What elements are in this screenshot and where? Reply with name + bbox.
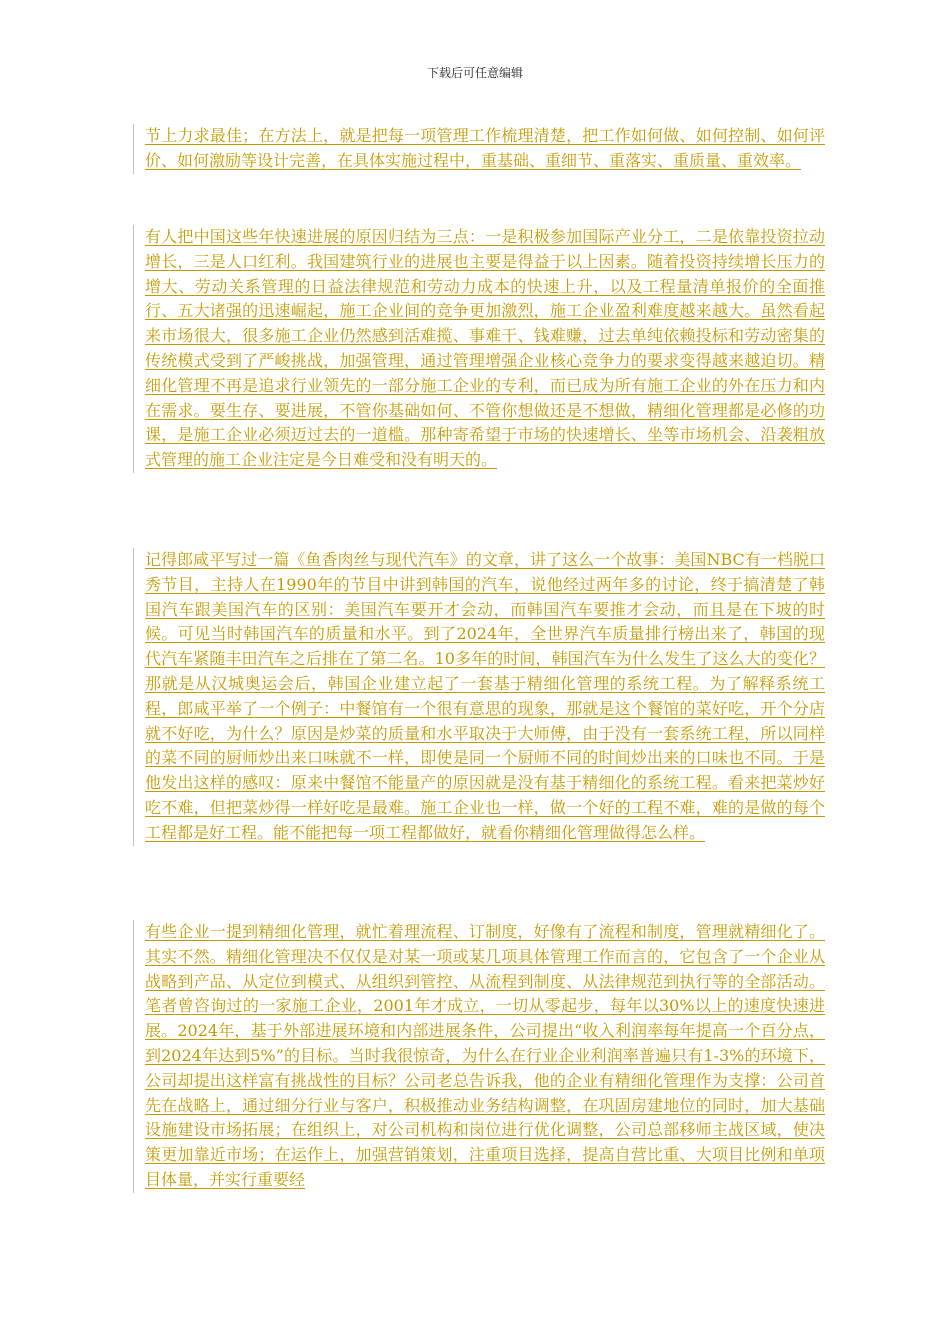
paragraph-2[interactable]: 有人把中国这些年快速进展的原因归结为三点：一是积极参加国际产业分工，二是依靠投资拉动增长，三是人口红利。我国建筑行业的进展也主要是得益于以上因素。随着投资持续增长压力的增大、劳动关系管理的日益法律规范和劳动力成本的快速上升，以及工程量清单报价的全面推行、五大诸强的迅速崛起，施工企业间的竞争更加激烈，施工企业盈利难度越来越大。虽然看起来市场很大，很多施工企业仍然感到活难揽、事难干、钱难赚，过去单纯依赖投标和劳动密集的传统模式受到了严峻挑战，加强管理，通过管理增强企业核心竞争力的要求变得越来越迫切。精细化管理不再是追求行业领先的一部分施工企业的专利，而已成为所有施工企业的外在压力和内在需求。要生存、要进展，不管你基础如何、不管你想做还是不想做，精细化管理都是必修的功课，是施工企业必须迈过去的一道槛。那种寄希望于市场的快速增长、坐等市场机会、沿袭粗放式管理的施工企业注定是今日难受和没有明天的。: [133, 225, 825, 473]
page-header: 下载后可任意编辑: [426, 66, 523, 80]
paragraph-4[interactable]: 有些企业一提到精细化管理，就忙着理流程、订制度，好像有了流程和制度，管理就精细化了。其实不然。精细化管理决不仅仅是对某一项或某几项具体管理工作而言的，它包含了一个企业从战略到产品、从定位到模式、从组织到管控、从流程到制度、从法律规范到执行等的全部活动。笔者曾咨询过的一家施工企业，2001年才成立，一切从零起步，每年以30%以上的速度快速进展。2024年，基于外部进展环境和内部进展条件，公司提出“收入利润率每年提高一个百分点，到2024年达到5%”的目标。当时我很惊奇，为什么在行业企业利润率普遍只有1-3%的环境下，公司却提出这样富有挑战性的目标？公司老总告诉我，他的企业有精细化管理作为支撑：公司首先在战略上，通过细分行业与客户，积极推动业务结构调整，在巩固房建地位的同时，加大基础设施建设市场拓展；在组织上，对公司机构和岗位进行优化调整，公司总部移师主战区域，使决策更加靠近市场；在运作上，加强营销策划，注重项目选择，提高自营比重、大项目比例和单项目体量，并实行重要经: [133, 920, 825, 1193]
paragraph-1[interactable]: 节上力求最佳；在方法上，就是把每一项管理工作梳理清楚，把工作如何做、如何控制、如何评价、如何激励等设计完善，在具体实施过程中，重基础、重细节、重落实、重质量、重效率。: [133, 124, 825, 174]
paragraph-3[interactable]: 记得郎咸平写过一篇《鱼香肉丝与现代汽车》的文章，讲了这么一个故事：美国NBC有一档脱口秀节目，主持人在1990年的节目中讲到韩国的汽车，说他经过两年多的讨论，终于搞清楚了韩国汽车跟美国汽车的区别：美国汽车要开才会动，而韩国汽车要推才会动，而且是在下坡的时候。可见当时韩国汽车的质量和水平。到了2024年，全世界汽车质量排行榜出来了，韩国的现代汽车紧随丰田汽车之后排在了第二名。10多年的时间，韩国汽车为什么发生了这么大的变化？那就是从汉城奥运会后，韩国企业建立起了一套基于精细化管理的系统工程。为了解释系统工程，郎咸平举了一个例子：中餐馆有一个很有意思的现象，那就是这个餐馆的菜好吃，开个分店就不好吃，为什么？原因是炒菜的质量和水平取决于大师傅，由于没有一套系统工程，所以同样的菜不同的厨师炒出来口味就不一样，即使是同一个厨师不同的时间炒出来的口味也不同。于是他发出这样的感叹：原来中餐馆不能量产的原因就是没有基于精细化的系统工程。看来把菜炒好吃不难，但把菜炒得一样好吃是最难。施工企业也一样，做一个好的工程不难，难的是做的每个工程都是好工程。能不能把每一项工程都做好，就看你精细化管理做得怎么样。: [133, 548, 825, 846]
